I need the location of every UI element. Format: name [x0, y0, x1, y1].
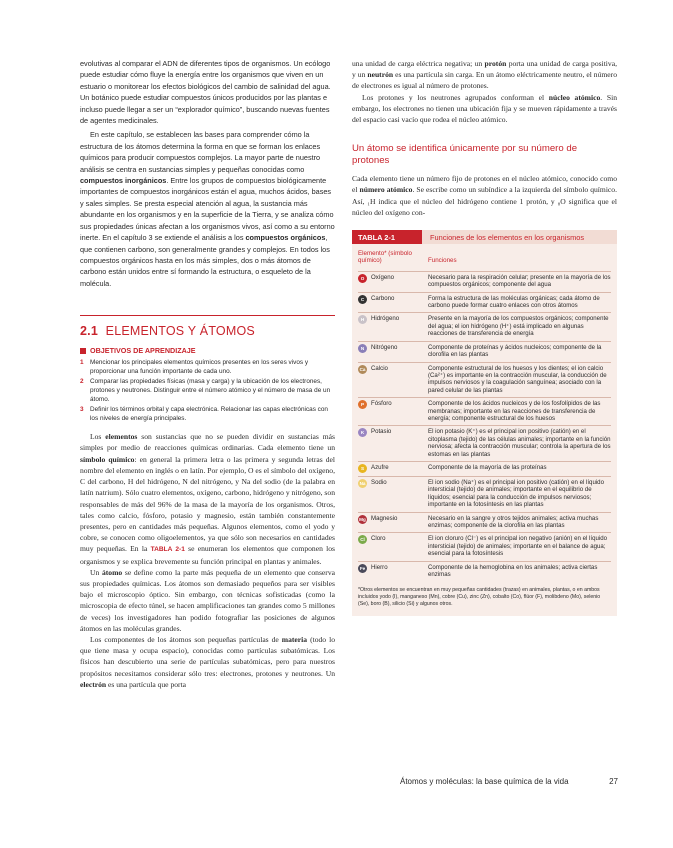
element-cell — [358, 400, 428, 422]
table-2-1 — [352, 230, 617, 616]
element-function: El ion potasio (K⁺) es el principal ion positivo (catión) en el citoplasma (tejido) de las células animales; importante en la función nerviosa; afecta la contracción muscular; controla la apertura de los estomas en las plantas — [428, 428, 611, 458]
element-function: Necesario para la respiración celular; presente en la mayoría de los compuestos orgánicos; componente del agua — [428, 273, 611, 289]
charge-paragraph: una unidad de carga eléctrica negativa; un protón porta una unidad de carga positiva, y un neutrón es una partícula sin carga. En un átomo eléctricamente neutro, el número de electrones es igual al número de protones. — [352, 59, 618, 91]
element-cell — [358, 515, 428, 530]
element-symbol-icon: Mg — [359, 516, 366, 522]
element-function: Componente de los ácidos nucleicos y de los fosfolípidos de las membranas; importante en las reacciones de transferencia de energía; componente estructural de los huesos — [428, 400, 601, 422]
element-name: Potasio — [371, 428, 392, 436]
element-cell — [358, 535, 428, 557]
element-symbol-icon: C — [358, 295, 367, 304]
element-name: Magnesio — [371, 514, 398, 522]
section-heading — [80, 315, 335, 338]
page-footer — [400, 777, 618, 786]
element-name: Oxígeno — [371, 273, 395, 281]
element-symbol-icon: H — [358, 315, 367, 324]
element-cell — [358, 344, 428, 359]
element-cell — [358, 479, 428, 509]
list-item: 1 Mencionar los principales elementos químicos presentes en los seres vivos y proporcionar una función importante de cada uno. — [80, 359, 309, 375]
page-number: 27 — [609, 777, 618, 786]
element-function: Forma la estructura de las moléculas orgánicas; cada átomo de carbono puede formar cuatro enlaces con otros átomos — [428, 294, 600, 310]
element-name: Calcio — [371, 364, 388, 372]
table-row — [358, 561, 611, 582]
table-row — [358, 425, 611, 461]
running-footer-title: Átomos y moléculas: la base química de la vida — [400, 777, 569, 786]
element-symbol-icon: Ca — [359, 366, 366, 372]
square-bullet-icon — [80, 348, 86, 354]
element-symbol-icon: O — [358, 274, 367, 283]
element-name: Azufre — [371, 463, 389, 471]
objectives-heading: OBJETIVOS DE APRENDIZAJE — [80, 346, 335, 355]
element-symbol-icon: P — [358, 400, 367, 409]
table-row — [358, 532, 611, 560]
intro-paragraph: evolutivas al comparar el ADN de diferentes tipos de organismos. Un ecólogo puede estudiar cómo fluye la energía entre los organismos que viven en un estuario o monitorear los efectos biológicos del cambio de salinidad del agua. Un botánico puede estudiar compuestos únicos producidos por las plantas e incluso puede llegar a ser un “explorador químico”, buscando nuevas fuentes de agentes medicinales. — [80, 59, 331, 126]
element-cell — [358, 428, 428, 458]
table-rows — [358, 271, 611, 582]
atomic-number-paragraph: Cada elemento tiene un número fijo de protones en el núcleo atómico, conocido como el número atómico. Se escribe como un subíndice a la izquierda del símbolo químico. Así, ₁H indica que el núcleo del hidrógeno contiene 1 protón, y ₈O significa que el núcleo del oxígeno con- — [352, 174, 617, 217]
element-function: Componente de proteínas y ácidos nucleicos; componente de la clorofila en las plantas — [428, 343, 602, 359]
element-function: El ion sodio (Na⁺) es el principal ion positivo (catión) en el líquido intersticial (tejido) de animales; importante en el equilibrio de líquidos; esencial para la conducción de impulsos nerviosos; importante en la fotosíntesis en las plantas — [428, 478, 604, 509]
nucleus-paragraph: Los protones y los neutrones agrupados conforman el núcleo atómico. Sin embargo, los electrones no tienen una ubicación fija y se mueven rápidamente a través del espacio casi vacío que rodea el núcleo atómico. — [352, 92, 618, 125]
table-row — [358, 341, 611, 362]
table-row — [358, 292, 611, 313]
table-label: TABLA 2-1 — [352, 230, 422, 244]
table-title: Funciones de los elementos en los organismos — [422, 230, 617, 244]
element-function: El ion cloruro (Cl⁻) es el principal ion negativo (anión) en el líquido intersticial (tejido) de animales; importante en el balance de agua; esencial para la fotosíntesis — [428, 535, 608, 558]
table-row — [358, 476, 611, 512]
table-column-headers — [358, 250, 611, 265]
table-row — [358, 397, 611, 425]
subatomic-paragraph: Los componentes de los átomos son pequeñas partículas de materia (todo lo que tiene masa y ocupa espacio), conocidas como partículas subatómicas. Los físicos han descubierto una serie de partículas subatómicas, pero para nuestros propósitos necesitamos considerar sólo tres: electrones, protones y neutrones. Un electrón es una partícula que porta — [80, 634, 335, 689]
element-function: Presente en la mayoría de los compuestos orgánicos; componente del agua; el ion hidrógeno (H⁺) está implicado en algunas reacciones de transferencia de energía — [428, 315, 609, 338]
elements-paragraph: Los elementos son sustancias que no se pueden dividir en sustancias más simples por medio de reacciones químicas ordinarias. Cada elemento tiene un símbolo químico: en general la primera letra o las primera y segunda letras del nombre del elemento en inglés o en latín. Por ejemplo, O es el símbolo del oxígeno, C del carbono, H del hidrógeno, N del nitrógeno, y Na del sodio (de la palabra en latín natrium). Sólo cuatro elementos, oxígeno, carbono, hidrógeno y nitrógeno, son responsables de más del 96% de la masa de la mayoría de los organismos. Otros, tales como calcio, fósforo, potasio y magnesio, están también constantemente presentes, pero en cantidades más pequeñas. Algunos elementos, como el yodo y cobre, se conocen como oligoelementos, ya que sólo son necesarios en cantidades muy pequeñas. En la TABLA 2-1 se enumeran los elementos que componen los organismos y se explica brevemente su función principal en plantas y animales. — [80, 432, 335, 566]
element-function: Componente estructural de los huesos y los dientes; el ion calcio (Ca²⁺) es importante en la contracción muscular, la conducción de impulsos nerviosos y la coagulación sanguínea; asociado con la pared celular de las plantas — [428, 364, 607, 394]
element-function: Componente de la hemoglobina en los animales; activa ciertas enzimas — [428, 563, 598, 579]
element-symbol-icon: S — [358, 464, 367, 473]
element-cell — [358, 564, 428, 579]
table-footnote: *Otros elementos se encuentran en muy pequeñas cantidades (trazas) en animales, plantas, o en ambos incluidos yodo (I), manganeso (Mn), cobre (Cu), zinc (Zn), cobalto (Co), flúor (F), molibdeno (Mo), selenio (Se), boro (B), silicio (Si) y algunos otros. — [358, 587, 601, 608]
table-row — [358, 362, 611, 398]
table-body — [352, 244, 617, 616]
element-cell — [358, 295, 428, 310]
element-symbol-icon: Fe — [359, 565, 366, 571]
element-name: Carbono — [371, 294, 395, 302]
table-row — [358, 512, 611, 533]
element-function: Componente de la mayoría de las proteínas — [428, 463, 547, 471]
chapter-overview-paragraph: En este capítulo, se establecen las bases para comprender cómo la estructura de los átomos determina la forma en que se forman los enlaces químicos para producir compuestos complejos. La mayor parte de nuestro análisis se centra en sustancias simples y pequeñas conocidas como compuestos inorgánicos. Entre los grupos de compuestos biológicamente importantes de compuestos inorgánicos están el agua, muchos ácidos, bases y sales simples. Se presta especial atención al agua, la sustancia más abundante en los organismos y en la superficie de la Tierra, y se analiza cómo sus propiedades únicas afectan a los organismos vivos, así como a su entorno inerte. En el capítulo 3 se extiende el análisis a los compuestos orgánicos, que contienen carbono, son generalmente grandes y complejos. En todos los compuestos orgánicos hasta en los más simples, dos o más átomos de carbono están unidos entre sí formando la estructura, o esqueleto de la molécula. — [80, 130, 335, 288]
column-header-functions: Funciones — [428, 257, 457, 265]
element-function: Necesario en la sangre y otros tejidos animales; activa muchas enzimas; componente de la clorofila en las plantas — [428, 514, 599, 529]
list-item: 3 Definir los términos orbital y capa electrónica. Relacionar las capas electrónicas con los niveles de energía principales. — [80, 406, 328, 422]
right-column — [352, 58, 617, 616]
element-symbol-icon: Cl — [358, 535, 367, 544]
element-name: Hidrógeno — [371, 315, 400, 323]
element-symbol-icon: K — [358, 428, 367, 437]
section-title: ELEMENTOS Y ÁTOMOS — [105, 324, 255, 339]
element-cell — [358, 365, 428, 395]
atom-paragraph: Un átomo se define como la parte más pequeña de un elemento que conserva sus propiedades químicas. Los átomos son demasiado pequeños para ser visibles bajo el microscopio óptico. Sin embargo, con técnicas sofisticadas (como la microscopia de efecto túnel, se hacen amplificaciones tan grandes como 5 millones de veces) los investigadores han podido fotografiar las posiciones de algunos átomos en las moléculas grandes. — [80, 567, 336, 633]
element-symbol-icon: Na — [359, 480, 366, 486]
element-cell — [358, 315, 428, 337]
element-name: Fósforo — [371, 400, 392, 408]
table-header — [352, 230, 617, 244]
element-cell — [358, 464, 428, 473]
column-header-element: Elemento* (símbolo químico) — [358, 250, 412, 265]
objectives-list — [80, 359, 335, 423]
list-item: 2 Comparar las propiedades físicas (masa y carga) y la ubicación de los electrones, protones y neutrones. Distinguir entre el número atómico y el número de masa de un átomo. — [80, 378, 331, 403]
left-column — [80, 58, 335, 690]
element-cell — [358, 274, 428, 289]
element-name: Cloro — [371, 535, 386, 543]
subsection-heading: Un átomo se identifica únicamente por su número de protones — [352, 143, 578, 167]
element-name: Nitrógeno — [371, 343, 398, 351]
table-row — [358, 461, 611, 476]
table-row — [358, 312, 611, 340]
element-name: Sodio — [371, 478, 387, 486]
section-number: 2.1 — [80, 324, 98, 339]
table-row — [358, 271, 611, 292]
table-reference-link[interactable]: TABLA 2-1 — [150, 546, 185, 554]
element-name: Hierro — [371, 563, 388, 571]
element-symbol-icon: N — [358, 344, 367, 353]
